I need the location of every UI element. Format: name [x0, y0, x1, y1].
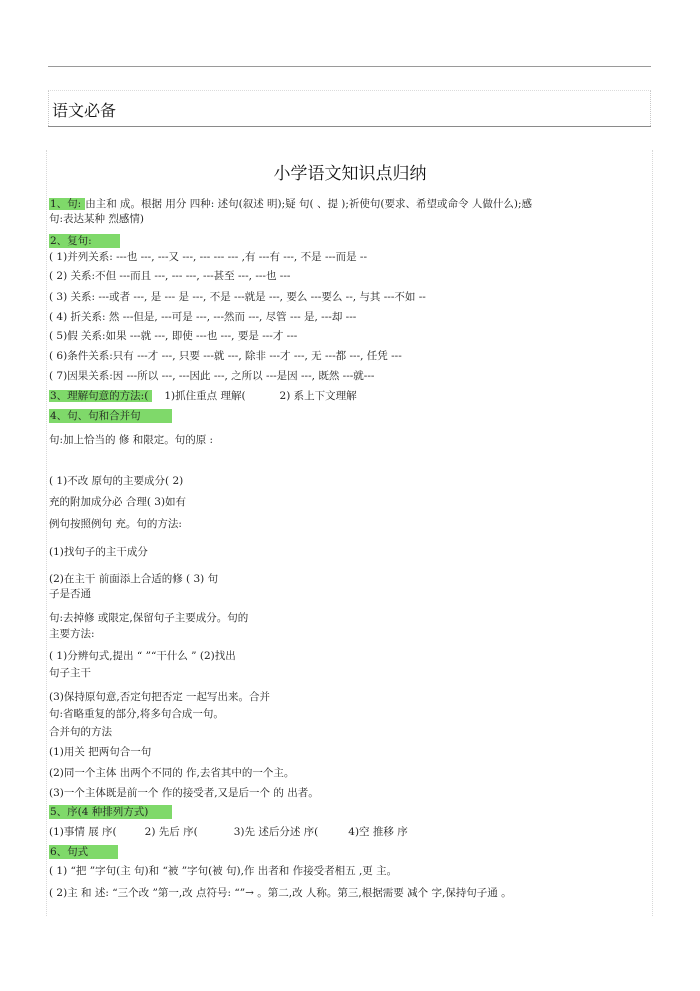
- reduce-method-1: ( 1)分辨句式,提出 “ ”“干什么 ” (2)找出: [49, 650, 236, 662]
- order-type-2: 2) 先后 序(: [144, 826, 198, 838]
- reduce-method-1-cont: 句子主干: [49, 667, 91, 679]
- merge-method-heading: 合并句的方法: [49, 726, 112, 738]
- point-4-heading-line: [49, 409, 172, 423]
- point-1-text: 由主和 成。根据 用分 四种: 述句(叙述 明);疑 句( 、提 );祈使句(要求、希望或命令 人做什么);感: [85, 198, 532, 210]
- compound-type-4: ( 4) 折关系: 然 ---但是, ---可是 ---, ---然而 ---, 尽管 --- 是, ---却 ---: [49, 311, 357, 323]
- compound-type-7: ( 7)因果关系:因 ---所以 ---, ---因此 ---, 之所以 ---是因 ---, 既然 ---就---: [49, 370, 375, 382]
- merge-method-1: (1)用关 把两句合一句: [49, 746, 152, 758]
- point-5-heading: 5、序(4 种排列方式): [49, 805, 172, 819]
- top-divider: [48, 66, 651, 67]
- sentence-pattern-2: ( 2)主 和 述: “三个改 ”第一,改 点符号: “”→ 。第二,改 人称。第三,根据需要 减个 字,保持句子通 。: [49, 887, 512, 899]
- order-type-3: 3)先 述后分述 序(: [233, 826, 319, 838]
- compound-type-2: ( 2) 关系:不但 ---而且 ---, --- ---, ---甚至 ---, ---也 ---: [49, 270, 291, 282]
- compound-type-6: ( 6)条件关系:只有 ---才 ---, 只要 ---就 ---, 除非 ---才 ---, 无 ---都 ---, 任凭 ---: [49, 350, 402, 362]
- reduce-sentence-intro-cont: 主要方法:: [49, 628, 95, 640]
- expand-method-1: (1)找句子的主干成分: [49, 546, 148, 558]
- point-1-line: [49, 197, 532, 211]
- heading-frame: [48, 90, 651, 126]
- point-6-heading-line: [49, 845, 118, 859]
- merge-method-2: (2)同一个主体 出两个不同的 作,去省其中的一个主。: [49, 767, 295, 779]
- point-3-heading: 3、理解句意的方法:(: [49, 390, 152, 402]
- expand-sentence-intro: 句:加上恰当的 修 和限定。句的原 :: [49, 434, 214, 446]
- compound-type-3: ( 3) 关系: ---或者 ---, 是 --- 是 ---, 不是 ---就是 ---, 要么 ---要么 --, 与其 ---不如 --: [49, 291, 426, 303]
- point-5-heading-line: [49, 805, 172, 819]
- order-types-line: [49, 825, 408, 839]
- compound-type-1: ( 1)并列关系: ---也 ---, ---又 ---, --- --- --- ,有 ---有 ---, 不是 ---而是 --: [49, 251, 368, 263]
- merge-method-3: (3)一个主体既是前一个 作的接受者,又是后一个 的 出者。: [49, 787, 319, 799]
- expand-rule-2: 充的附加成分必 合理( 3)如有: [49, 496, 187, 508]
- reduce-sentence-intro: 句:去掉修 或限定,保留句子主要成分。句的: [49, 612, 249, 624]
- point-1-line-cont: 句:表达某种 烈感情): [49, 213, 144, 225]
- expand-rule-1: ( 1)不改 原句的主要成分( 2): [49, 475, 184, 487]
- heading-underline: [48, 126, 651, 127]
- section-heading: 语文必备: [52, 101, 117, 120]
- point-3-method-1: 1)抓住重点 理解(: [164, 390, 246, 402]
- order-type-1: (1)事情 展 序(: [49, 826, 117, 838]
- point-2-heading-line: [49, 234, 120, 248]
- body-frame: [46, 150, 653, 916]
- order-type-4: 4)空 推移 序: [348, 826, 408, 838]
- reduce-method-3: (3)保持原句意,否定句把否定 一起写出来。合并: [49, 691, 271, 703]
- expand-rule-3: 例句按照例句 充。句的方法:: [49, 518, 182, 530]
- merge-sentence-intro: 句:省略重复的部分,将多句合成一句。: [49, 708, 224, 720]
- point-3-method-2: 2) 系上下文理解: [279, 390, 357, 402]
- point-6-heading: 6、句式: [49, 845, 118, 859]
- point-1-heading: 1、句:: [49, 198, 85, 210]
- expand-method-2-cont: 子是否通: [49, 588, 91, 600]
- expand-method-2: (2)在主干 前面添上合适的修 ( 3) 句: [49, 573, 219, 585]
- document-title: 小学语文知识点归纳: [273, 164, 427, 184]
- point-4-heading: 4、句、句和合并句: [49, 409, 172, 423]
- compound-type-5: ( 5)假 关系:如果 ---就 ---, 即使 ---也 ---, 要是 ---才 ---: [49, 330, 298, 342]
- sentence-pattern-1: ( 1) “把 ”字句(主 句)和 “被 ”字句(被 句),作 出者和 作接受者相五 ,更 主。: [49, 865, 398, 877]
- point-3-line: [49, 389, 357, 403]
- point-2-heading: 2、复句:: [49, 234, 120, 248]
